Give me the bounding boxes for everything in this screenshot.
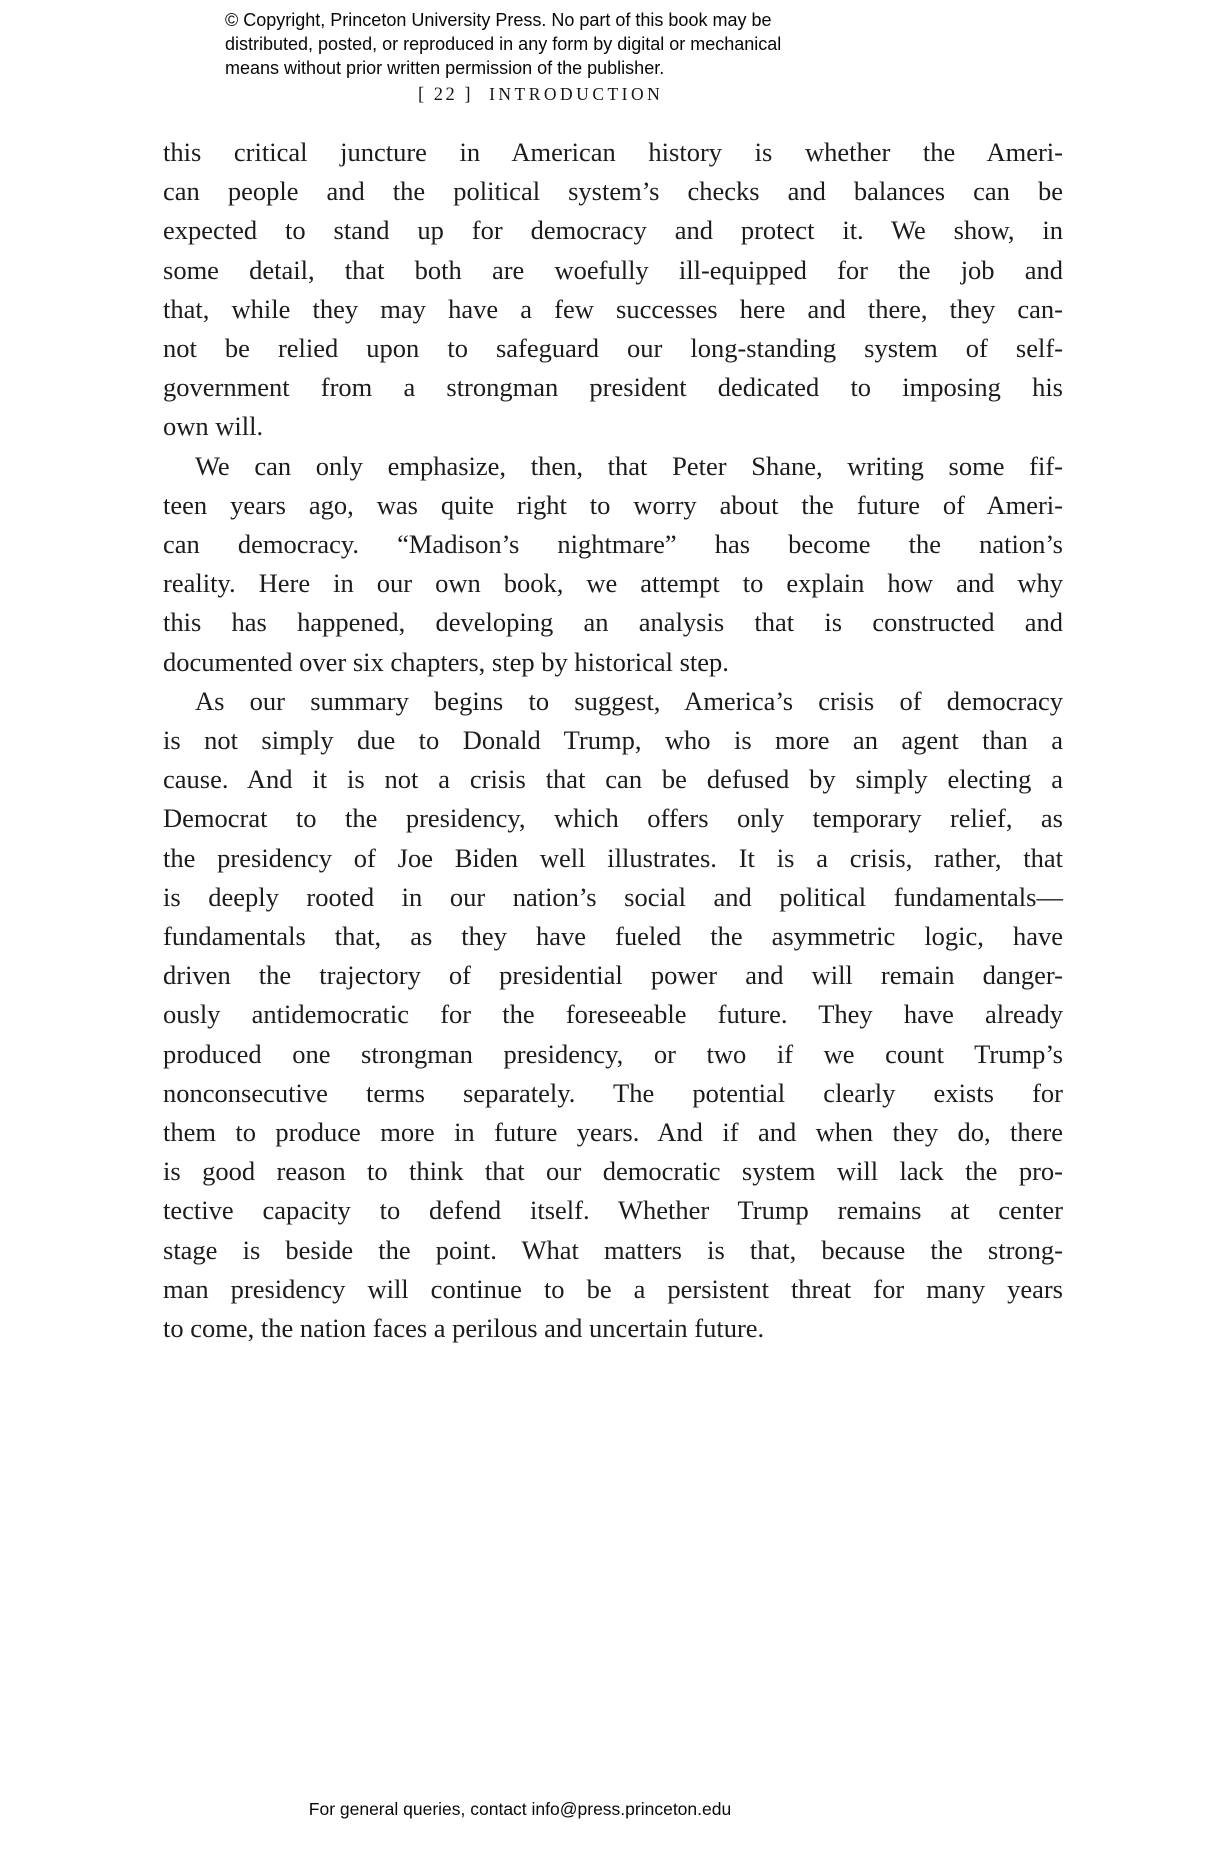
body-paragraph-3-line-16: man presidency will continue to be a persistent threat for many years [163, 1273, 1063, 1304]
body-paragraph-1-line-2: can people and the political system’s checks and balances can be [163, 176, 1063, 207]
body-paragraph-3-line-17: to come, the nation faces a perilous and uncertain future. [163, 1313, 765, 1344]
body-paragraph-1-line-4: some detail, that both are woefully ill-equipped for the job and [163, 254, 1063, 285]
copyright-notice [225, 8, 781, 80]
body-paragraph-3-line-10: produced one strongman presidency, or two if we count Trump’s [163, 1038, 1063, 1069]
copyright-line-2: distributed, posted, or reproduced in any form by digital or mechanical [225, 34, 782, 54]
page-number: [ 22 ] [418, 85, 474, 105]
body-paragraph-3-line-12: them to produce more in future years. And if and when they do, there [163, 1117, 1063, 1148]
body-paragraph-2-line-6: documented over six chapters, step by historical step. [163, 646, 729, 677]
copyright-line-1: © Copyright, Princeton University Press. No part of this book may be [225, 10, 772, 30]
body-paragraph-3-line-1: As our summary begins to suggest, America’s crisis of democracy [195, 685, 1063, 716]
body-paragraph-3-line-3: cause. And it is not a crisis that can be defused by simply electing a [163, 764, 1063, 795]
body-paragraph-1-line-3: expected to stand up for democracy and protect it. We show, in [163, 215, 1063, 246]
body-paragraph-2-line-1: We can only emphasize, then, that Peter Shane, writing some fif- [195, 450, 1063, 481]
body-text [163, 133, 1063, 1348]
body-paragraph-1-line-6: not be relied upon to safeguard our long-standing system of self- [163, 333, 1063, 364]
body-paragraph-3-line-4: Democrat to the presidency, which offers only temporary relief, as [163, 803, 1063, 834]
body-paragraph-3-line-6: is deeply rooted in our nation’s social and political fundamentals— [163, 881, 1063, 912]
body-paragraph-3-line-7: fundamentals that, as they have fueled the asymmetric logic, have [163, 921, 1063, 952]
section-title: INTRODUCTION [489, 84, 664, 104]
body-paragraph-3-line-11: nonconsecutive terms separately. The potential clearly exists for [163, 1077, 1063, 1108]
body-paragraph-2-line-3: can democracy. “Madison’s nightmare” has become the nation’s [163, 529, 1063, 560]
copyright-line-3: means without prior written permission of the publisher. [225, 58, 665, 78]
body-paragraph-3-line-15: stage is beside the point. What matters is that, because the strong- [163, 1234, 1063, 1265]
running-head [418, 84, 663, 106]
body-paragraph-2-line-5: this has happened, developing an analysis that is constructed and [163, 607, 1063, 638]
body-paragraph-3-line-13: is good reason to think that our democratic system will lack the pro- [163, 1156, 1063, 1187]
body-paragraph-2-line-2: teen years ago, was quite right to worry about the future of Ameri- [163, 489, 1063, 520]
body-paragraph-3-line-8: driven the trajectory of presidential power and will remain danger- [163, 960, 1063, 991]
body-paragraph-3-line-14: tective capacity to defend itself. Whether Trump remains at center [163, 1195, 1063, 1226]
body-paragraph-3-line-5: the presidency of Joe Biden well illustrates. It is a crisis, rather, that [163, 842, 1063, 873]
body-paragraph-1-line-8: own will. [163, 411, 264, 442]
body-paragraph-3-line-2: is not simply due to Donald Trump, who is more an agent than a [163, 725, 1063, 756]
body-paragraph-3-line-9: ously antidemocratic for the foreseeable future. They have already [163, 999, 1063, 1030]
body-paragraph-2-line-4: reality. Here in our own book, we attempt to explain how and why [163, 568, 1063, 599]
body-paragraph-1-line-1: this critical juncture in American history is whether the Ameri- [163, 137, 1063, 167]
body-paragraph-1-line-5: that, while they may have a few successes here and there, they can- [163, 293, 1063, 324]
body-paragraph-1-line-7: government from a strongman president dedicated to imposing his [163, 372, 1063, 403]
footer-contact: For general queries, contact info@press.princeton.edu [308, 1799, 732, 1819]
